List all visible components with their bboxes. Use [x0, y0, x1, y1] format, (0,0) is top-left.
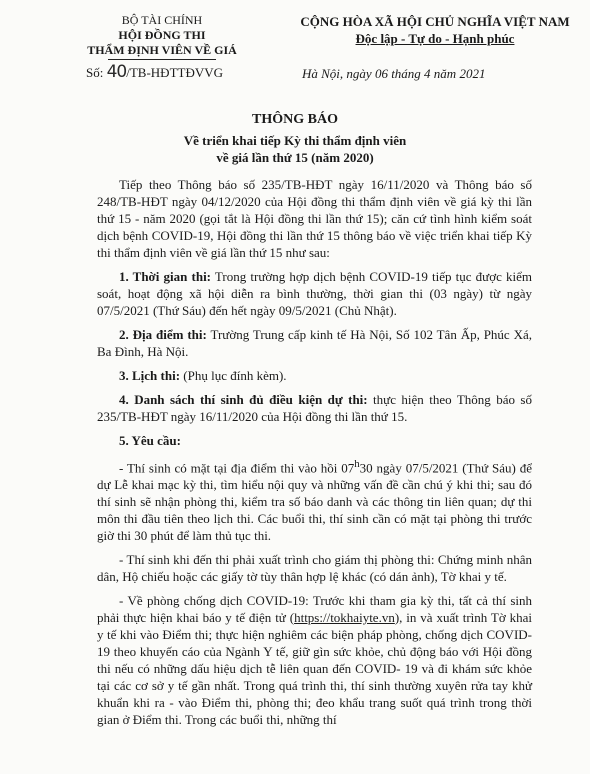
document-subject-line2: về giá lần thứ 15 (năm 2020)	[216, 150, 374, 165]
republic-name: CỘNG HÒA XÃ HỘI CHỦ NGHĨA VIỆT NAM	[300, 14, 570, 29]
section-candidate-list-label: 4. Danh sách thí sinh đủ điều kiện dự thi:	[119, 392, 368, 407]
requirement-attendance-rest: 30 ngày 07/5/2021 (Thứ Sáu) để dự Lễ khai mạc kỳ thi, tìm hiểu nội quy và những vấn đề cần chú ý khi thi; sau đó thí sinh sẽ nhận phòng thi, kiểm tra số báo danh và các thông tin liên quan; dự thi môn thi đầu tiên theo lịch thi. Các buổi thi, thí sinh cần có mặt tại phòng thi trước giờ thi 30 phút để làm thủ tục thi.	[97, 460, 532, 544]
section-requirements	[97, 432, 532, 449]
section-exam-location-label: 2. Địa điểm thi:	[119, 327, 207, 342]
requirement-covid-rest: ), in và xuất trình Tờ khai y tế khi vào Điểm thi; thực hiện nghiêm các biện pháp phòng, chống dịch COVID-19 theo khuyến cáo của Ngành Y tế, giữ gìn sức khỏe, chủ động báo với Hội đồng thi nếu có những dấu hiệu dịch tễ liên quan đến COVID- 19 và đi khám sức khỏe tại các cơ sở y tế gần nhất. Trong quá trình thi, thí sinh thường xuyên rửa tay khử khuẩn khi ra - vào Điểm thi, phòng thi; đeo khẩu trang suốt quá trình trong thời gian ở Điểm thi. Trong các buổi thi, những thí	[97, 610, 533, 728]
document-subject-line1: Về triển khai tiếp Kỳ thi thẩm định viên	[183, 133, 407, 148]
document-number-suffix: /TB-HĐTTĐVVG	[126, 65, 223, 80]
section-exam-schedule-text: (Phụ lục đính kèm).	[180, 368, 287, 383]
requirement-covid	[97, 592, 532, 728]
section-requirements-label: 5. Yêu cầu:	[119, 433, 181, 448]
requirement-attendance-hour-mark: h	[354, 458, 360, 470]
document-number-prefix: Số:	[86, 65, 107, 80]
issuer-divider	[108, 59, 216, 60]
section-exam-location-text: Trường Trung cấp kinh tế Hà Nội, Số 102 Tân Ấp, Phúc Xá, Ba Đình, Hà Nội.	[97, 327, 532, 359]
section-candidate-list-text: thực hiện theo Thông báo số 235/TB-HĐT ngày 16/11/2020 của Hội đồng thi lần thứ 15.	[97, 392, 532, 424]
national-header	[290, 13, 580, 47]
document-title: THÔNG BÁO	[252, 112, 338, 127]
section-exam-location	[97, 326, 532, 360]
issuer-block	[62, 13, 262, 60]
council-name-line1: HỘI ĐỒNG THI	[118, 28, 206, 42]
section-exam-schedule	[97, 367, 532, 384]
document-number	[86, 62, 223, 82]
document-body	[97, 176, 532, 735]
section-exam-time	[97, 268, 532, 319]
national-motto: Độc lập - Tự do - Hạnh phúc	[355, 31, 515, 46]
requirement-attendance-start: - Thí sinh có mặt tại địa điểm thi vào hồi 07	[119, 460, 355, 476]
place-and-date: Hà Nội, ngày 06 tháng 4 năm 2021	[302, 66, 486, 81]
section-exam-time-text: Trong trường hợp dịch bệnh COVID-19 tiếp tục được kiểm soát, hoạt động xã hội diễn ra bình thường, thời gian thi (03 ngày) từ ngày 07/5/2021 (Thứ Sáu) đến hết ngày 09/5/2021 (Chủ Nhật).	[97, 269, 532, 318]
ministry-name: BỘ TÀI CHÍNH	[121, 13, 203, 27]
section-candidate-list	[97, 391, 532, 425]
section-exam-schedule-label: 3. Lịch thi:	[119, 368, 181, 383]
document-number-handwritten: 40	[106, 62, 127, 82]
intro-paragraph: Tiếp theo Thông báo số 235/TB-HĐT ngày 16/11/2020 và Thông báo số 248/TB-HĐT ngày 04/12/2020 của Hội đồng thi thẩm định viên về giá kỳ thi lần thứ 15 - năm 2020 (gọi tắt là Hội đồng thi lần thứ 15); căn cứ tình hình kiểm soát dịch bệnh COVID-19, Hội đồng thi lần thứ 15 thông báo về việc triển khai tiếp Kỳ thi thẩm định viên về giá lần thứ 15 như sau:	[97, 177, 532, 260]
requirement-covid-start: - Về phòng chống dịch COVID-19: Trước khi tham gia kỳ thi, tất cả thí sinh phải thực hiện khai báo y tế điện tử (	[97, 593, 532, 626]
section-exam-time-label: 1. Thời gian thi:	[119, 269, 212, 284]
council-name-line2: THẨM ĐỊNH VIÊN VỀ GIÁ	[87, 43, 237, 57]
requirement-identification: - Thí sinh khi đến thi phải xuất trình cho giám thị phòng thi: Chứng minh nhân dân, Hộ chiếu hoặc các giấy tờ tùy thân hợp lệ khác (có dán ảnh), Tờ khai y tế.	[97, 552, 532, 585]
health-declaration-link[interactable]: https://tokhaiyte.vn	[294, 610, 395, 626]
requirement-attendance	[97, 456, 532, 544]
